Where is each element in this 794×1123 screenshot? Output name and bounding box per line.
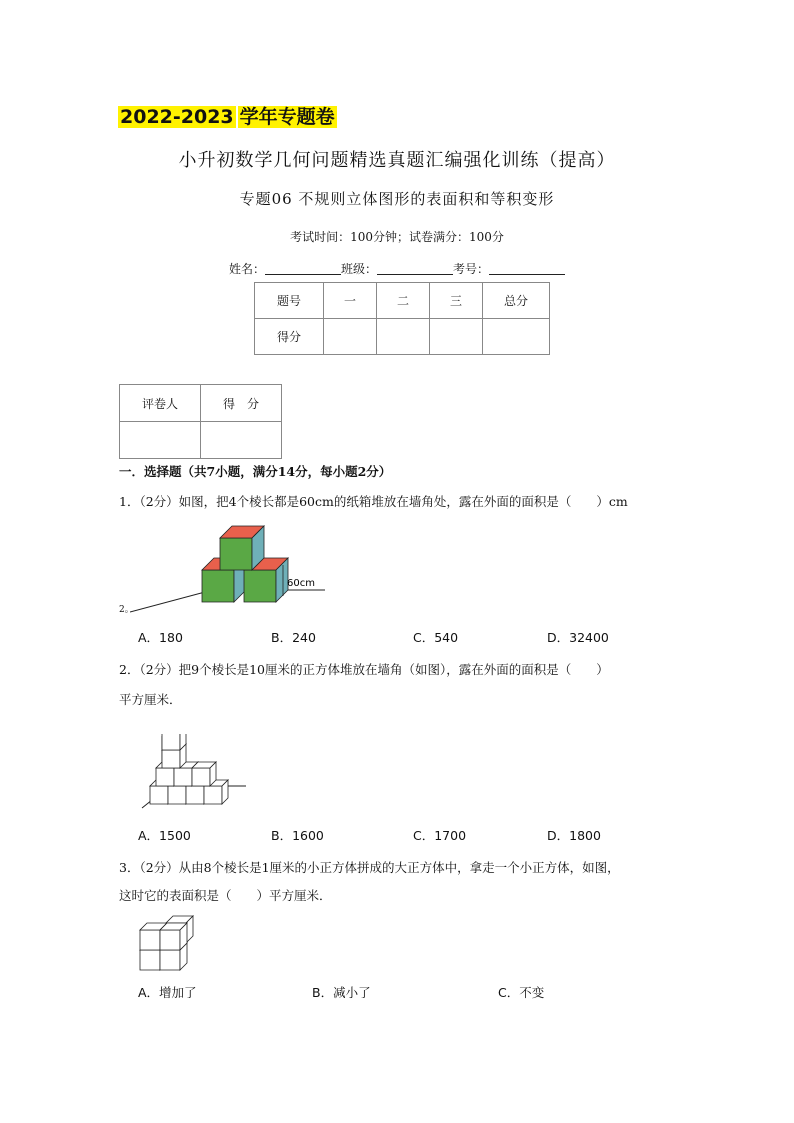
- cube-front-face: [174, 768, 192, 786]
- score-cell[interactable]: [324, 319, 377, 355]
- grader-table: [119, 384, 282, 459]
- question-2-cont: 平方厘米．: [119, 692, 182, 707]
- score-header-cell: 题号: [255, 283, 324, 319]
- option-c[interactable]: C．540: [413, 630, 459, 645]
- cube-front-face: [160, 950, 180, 970]
- question-3-cont: 这时它的表面积是（ ）平方厘米．: [119, 888, 332, 903]
- question-2-text: 2．（2分）把9个棱长是10厘米的正方体堆放在墙角（如图），露在外面的面积是（ ）: [119, 662, 609, 677]
- question-1-figure: [130, 520, 330, 614]
- year-suffix: 学年专题卷: [239, 106, 335, 128]
- option-b[interactable]: B．240: [271, 630, 316, 645]
- id-blank[interactable]: [489, 262, 565, 275]
- id-label: 考号：: [453, 262, 490, 276]
- score-header-cell: 三: [430, 283, 483, 319]
- score-cell[interactable]: [430, 319, 483, 355]
- score-table: [254, 282, 550, 355]
- score-value-row: [255, 319, 550, 355]
- grader-cell[interactable]: [120, 422, 201, 459]
- year-text: 2022-2023: [120, 106, 234, 128]
- option-b[interactable]: B．减小了: [312, 985, 371, 1000]
- student-info-line: [0, 260, 794, 277]
- section-title: 一．选择题（共7小题，满分14分，每小题2分）: [119, 464, 392, 479]
- score-header-row: [255, 283, 550, 319]
- option-a[interactable]: A．1500: [138, 828, 191, 843]
- page-title: 小升初数学几何问题精选真题汇编强化训练（提高）: [178, 150, 616, 171]
- cube-front-face: [150, 786, 168, 804]
- score-cell[interactable]: [377, 319, 430, 355]
- grader-cell[interactable]: [201, 422, 282, 459]
- cube-front-face: [244, 570, 276, 602]
- question-2-figure: [136, 734, 248, 810]
- question-3-figure: [136, 914, 202, 972]
- name-label: 姓名：: [228, 262, 265, 276]
- score-header-cell: 二: [377, 283, 430, 319]
- question-3-text: 3．（2分）从由8个棱长是1厘米的小正方体拼成的大正方体中，拿走一个小正方体，如图，: [119, 860, 620, 875]
- page-subtitle: 专题06 不规则立体图形的表面积和等积变形: [239, 190, 555, 208]
- cube-front-face: [220, 538, 252, 570]
- cube-front-face: [162, 734, 180, 750]
- cube-front-face: [204, 786, 222, 804]
- score-header-cell: 一: [324, 283, 377, 319]
- option-b[interactable]: B．1600: [271, 828, 324, 843]
- cube-front-face: [140, 930, 160, 950]
- edge-length-label: 60cm: [287, 578, 315, 589]
- class-label: 班级：: [340, 262, 377, 276]
- option-a[interactable]: A．180: [138, 630, 183, 645]
- option-d[interactable]: D．32400: [547, 630, 609, 645]
- cube-front-face: [168, 786, 186, 804]
- grader-value-row: [120, 422, 282, 459]
- class-blank[interactable]: [377, 262, 453, 275]
- exam-time-info: 考试时间：100分钟；试卷满分：100分: [290, 230, 504, 244]
- cube-front-face: [162, 750, 180, 768]
- cube-front-face: [186, 786, 204, 804]
- grader-header-row: [120, 385, 282, 422]
- option-d[interactable]: D．1800: [547, 828, 601, 843]
- option-a[interactable]: A．增加了: [138, 985, 197, 1000]
- name-blank[interactable]: [265, 262, 341, 275]
- option-c[interactable]: C．不变: [498, 985, 545, 1000]
- cube-front-face: [160, 930, 180, 950]
- year-banner: [118, 104, 337, 130]
- score-row-label: 得分: [255, 319, 324, 355]
- option-c[interactable]: C．1700: [413, 828, 467, 843]
- score-header-cell: 总分: [483, 283, 550, 319]
- grader-header-cell: 评卷人: [120, 385, 201, 422]
- cube-front-face: [156, 768, 174, 786]
- grader-header-cell: 得 分: [201, 385, 282, 422]
- cube-front-face: [202, 570, 234, 602]
- question-1-cont: 2。: [119, 605, 134, 615]
- cube-front-face: [192, 768, 210, 786]
- cube-front-face: [140, 950, 160, 970]
- score-cell[interactable]: [483, 319, 550, 355]
- question-1-text: 1．（2分）如图，把4个棱长都是60cm的纸箱堆放在墙角处，露在外面的面积是（ ）cm: [119, 494, 628, 509]
